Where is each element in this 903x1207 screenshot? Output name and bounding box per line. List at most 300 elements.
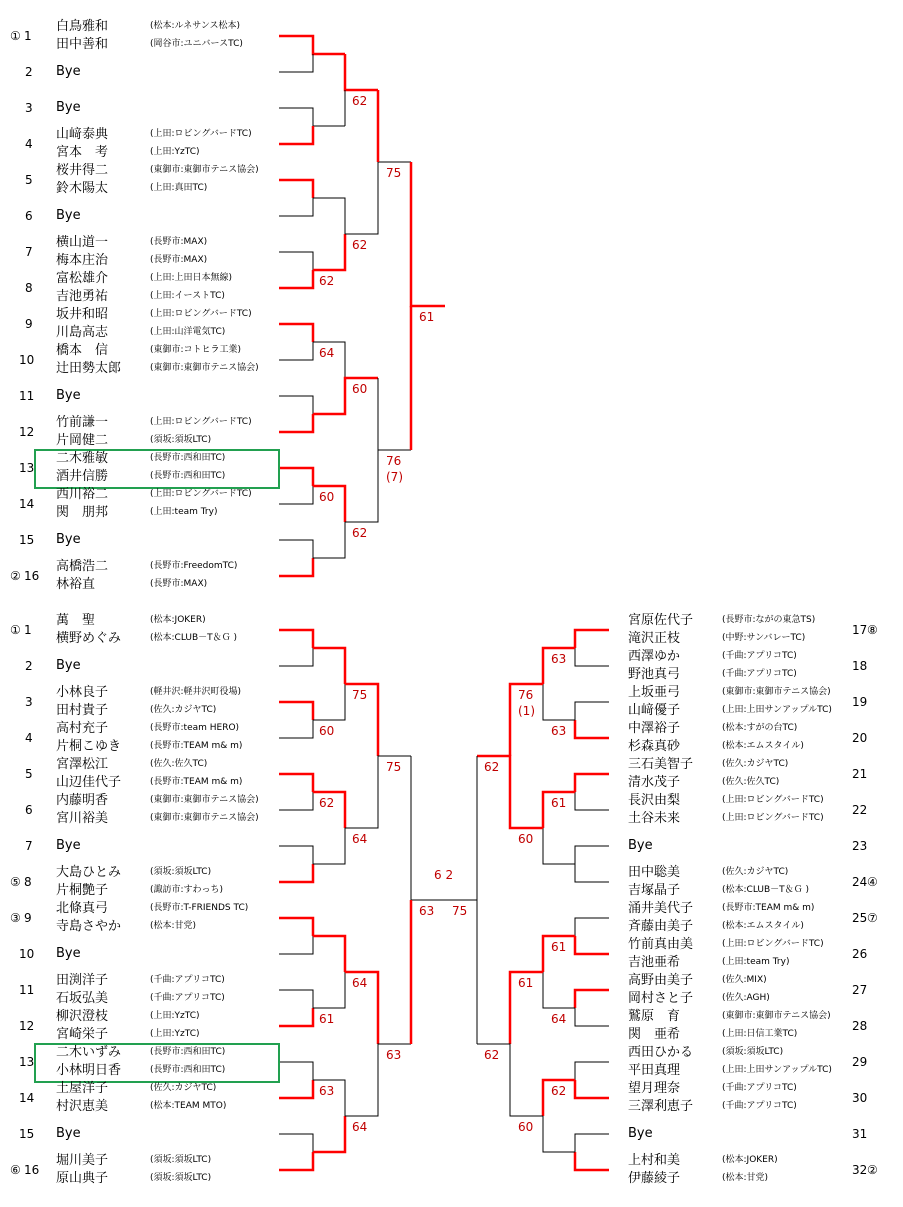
lower-right-draw-number: 25 <box>852 911 868 925</box>
lower-right-player-name: 高野由美子 <box>628 973 694 988</box>
upper-score: 62 <box>352 94 368 108</box>
lower-right-bracket-line-11 <box>575 864 609 882</box>
upper-player-affiliation: (上田:ロビングバードTC) <box>150 129 252 139</box>
lower-right-player-name: 斉藤由美子 <box>628 919 694 934</box>
upper-draw-number: 8 <box>25 281 33 295</box>
lower-left-score: 75 <box>386 760 402 774</box>
upper-player-affiliation: (上田:イーストTC) <box>150 291 225 301</box>
lower-right-player-affiliation: (千曲:アプリコTC) <box>722 669 797 679</box>
upper-bracket-line-25 <box>313 522 345 558</box>
lower-right-score: 64 <box>551 1012 567 1026</box>
lower-left-bracket-line-2 <box>313 648 345 684</box>
upper-player-affiliation: (上田:ロビングバードTC) <box>150 417 252 427</box>
lower-left-player-name: 石坂弘美 <box>56 991 109 1006</box>
upper-bye-15: Bye <box>56 532 81 547</box>
lower-left-player-affiliation: (上田:YzTC) <box>150 1029 200 1039</box>
lower-left-player-name: 田村貴子 <box>56 703 109 718</box>
lower-right-player-name: 西田ひかる <box>628 1045 694 1060</box>
lower-right-player-affiliation: (松本:CLUB－T＆Ｇ ) <box>722 885 810 895</box>
upper-draw-number: 7 <box>25 245 33 259</box>
lower-left-player-affiliation: (軽井沢:軽井沢町役場) <box>150 687 242 697</box>
upper-draw-number: 11 <box>19 389 35 403</box>
lower-right-player-affiliation: (中野:サンバレーTC) <box>722 633 806 643</box>
upper-player-name: 酒井信勝 <box>56 469 109 484</box>
lower-left-bracket-line-26 <box>279 1152 313 1170</box>
lower-right-draw-number: 27 <box>852 983 868 997</box>
upper-player-affiliation: (上田:YzTC) <box>150 147 200 157</box>
lower-right-draw-number: 18 <box>852 659 868 673</box>
upper-player-affiliation: (上田:上田日本無線) <box>150 273 233 283</box>
lower-left-player-affiliation: (諏訪市:すわっち) <box>150 885 223 895</box>
lower-right-score: (1) <box>518 704 535 718</box>
lower-right-score: 76 <box>518 688 534 702</box>
upper-bracket-line-8 <box>313 198 345 234</box>
lower-right-player-affiliation: (東御市:東御市テニス協会) <box>722 687 831 697</box>
lower-right-draw-number: 28 <box>852 1019 868 1033</box>
lower-left-bracket-line-18 <box>279 990 313 1008</box>
lower-left-player-name: 大島ひとみ <box>56 865 122 880</box>
lower-left-player-name: 堀川美子 <box>56 1153 109 1168</box>
lower-left-seed-mark: ⑥ <box>10 1163 21 1177</box>
lower-right-bracket-line-8 <box>575 792 609 810</box>
lower-left-draw-number: 3 <box>25 695 33 709</box>
lower-left-bracket-line-27 <box>313 1116 345 1152</box>
lower-left-draw-number: 16 <box>24 1163 40 1177</box>
lower-right-player-name: 平田真理 <box>628 1063 681 1078</box>
lower-left-draw-number: 11 <box>19 983 35 997</box>
upper-bracket-line-21 <box>279 486 313 504</box>
upper-draw-number: 13 <box>19 461 35 475</box>
lower-left-player-affiliation: (松本:TEAM MTO) <box>150 1101 227 1111</box>
upper-player-name: 辻田勢太郎 <box>56 361 122 376</box>
upper-score: 75 <box>386 166 402 180</box>
upper-player-name: 二木雅敏 <box>56 451 109 466</box>
lower-right-bracket-line-0 <box>575 630 609 648</box>
upper-player-name: 川島高志 <box>56 325 109 340</box>
upper-bracket-line-27 <box>378 378 411 450</box>
lower-right-player-name: 三石美智子 <box>628 757 694 772</box>
lower-left-bracket-line-25 <box>279 1134 313 1152</box>
lower-left-score: 63 <box>319 1084 335 1098</box>
lower-left-bracket-line-16 <box>279 936 313 954</box>
lower-left-player-name: 片桐艶子 <box>56 883 109 898</box>
upper-bracket-line-0 <box>279 36 345 54</box>
lower-left-bracket-line-23 <box>279 1080 313 1098</box>
upper-bracket-line-11 <box>313 234 345 270</box>
lower-left-player-affiliation: (佐久:カジヤTC) <box>150 705 217 715</box>
final-score-main: 6 2 <box>434 868 454 882</box>
lower-left-player-name: 小林明日香 <box>56 1063 122 1078</box>
lower-right-bracket-line-27 <box>543 1116 575 1152</box>
upper-player-name: 高橋浩二 <box>56 559 109 574</box>
lower-right-bracket-line-23 <box>575 1080 609 1098</box>
upper-draw-number: 1 <box>24 29 32 43</box>
lower-right-player-affiliation: (松本:JOKER) <box>722 1155 778 1165</box>
lower-left-player-affiliation: (長野市:西和田TC) <box>150 1065 226 1075</box>
lower-right-draw-number: 31 <box>852 1127 868 1141</box>
upper-player-name: 坂井和昭 <box>56 307 109 322</box>
lower-right-bracket-line-25 <box>575 1134 609 1152</box>
lower-right-player-affiliation: (千曲:アプリコTC) <box>722 651 797 661</box>
lower-right-player-affiliation: (上田:上田サンアップルTC) <box>722 705 832 715</box>
lower-right-draw-number: 21 <box>852 767 868 781</box>
lower-right-bracket-line-16 <box>575 936 609 954</box>
lower-left-bracket-line-8 <box>279 792 313 810</box>
upper-player-affiliation: (東御市:コトヒラ工業) <box>150 345 242 355</box>
lower-right-player-name: 宮原佐代子 <box>628 613 694 628</box>
upper-bracket-line-17 <box>279 396 313 414</box>
lower-right-player-name: 滝沢正枝 <box>628 631 681 646</box>
upper-draw-number: 9 <box>25 317 33 331</box>
upper-bracket-line-9 <box>279 252 313 270</box>
lower-left-draw-number: 13 <box>19 1055 35 1069</box>
lower-left-draw-number: 15 <box>19 1127 35 1141</box>
lower-right-bracket-line-1 <box>575 648 609 666</box>
upper-bracket-line-14 <box>279 324 313 342</box>
lower-left-player-affiliation: (松本:甘党) <box>150 921 197 931</box>
lower-left-draw-number: 2 <box>25 659 33 673</box>
lower-right-player-name: 野池真弓 <box>628 667 681 682</box>
lower-left-score: 61 <box>319 1012 335 1026</box>
lower-right-player-affiliation: (上田:team Try) <box>722 957 790 967</box>
lower-right-player-affiliation: (上田:上田サンアップルTC) <box>722 1065 832 1075</box>
lower-right-score: 60 <box>518 832 534 846</box>
lower-right-bracket-line-18 <box>575 990 609 1008</box>
upper-bracket-line-7 <box>279 198 313 216</box>
lower-right-score: 62 <box>484 760 500 774</box>
lower-left-score: 64 <box>352 976 368 990</box>
upper-player-name: 橋本 信 <box>56 343 109 358</box>
lower-right-score: 61 <box>551 796 567 810</box>
lower-right-draw-number: 32 <box>852 1163 868 1177</box>
lower-right-score: 63 <box>551 652 567 666</box>
upper-player-name: 西川裕二 <box>56 487 109 502</box>
lower-right-player-affiliation: (上田:日信工業TC) <box>722 1029 798 1039</box>
upper-bracket-line-24 <box>279 558 313 576</box>
lower-right-score: 63 <box>551 724 567 738</box>
upper-score: 62 <box>319 274 335 288</box>
lower-left-player-name: 村沢恵美 <box>56 1099 109 1114</box>
lower-left-player-name: 原山典子 <box>56 1171 109 1186</box>
lower-right-seed-mark: ④ <box>867 875 878 889</box>
lower-right-bracket-line-22 <box>575 1062 609 1080</box>
lower-left-score: 64 <box>352 832 368 846</box>
lower-right-draw-number: 30 <box>852 1091 868 1105</box>
lower-right-player-name: 岡村さと子 <box>628 991 694 1006</box>
upper-score: 60 <box>319 490 335 504</box>
lower-left-bracket-line-11 <box>279 864 313 882</box>
lower-left-player-name: 宮崎栄子 <box>56 1027 109 1042</box>
lower-right-bracket-line-12 <box>543 828 575 864</box>
upper-score: 64 <box>319 346 335 360</box>
lower-right-player-name: 西澤ゆか <box>628 649 681 664</box>
lower-right-player-name: 上村和美 <box>628 1153 681 1168</box>
lower-left-draw-number: 9 <box>24 911 32 925</box>
upper-bracket-line-3 <box>279 126 313 144</box>
lower-right-draw-number: 26 <box>852 947 868 961</box>
lower-left-player-name: 山辺佳代子 <box>56 775 122 790</box>
lower-left-score: 63 <box>386 1048 402 1062</box>
lower-right-player-name: 望月理奈 <box>628 1081 681 1096</box>
upper-draw-number: 3 <box>25 101 33 115</box>
lower-right-player-affiliation: (長野市:TEAM m& m) <box>722 903 815 913</box>
lower-right-bracket-line-7 <box>575 774 609 792</box>
lower-left-player-affiliation: (長野市:TEAM m& m) <box>150 741 243 751</box>
lower-left-player-name: 横野めぐみ <box>56 631 122 646</box>
lower-right-bracket-line-3 <box>575 702 609 720</box>
lower-left-score: 62 <box>319 796 335 810</box>
lower-left-player-name: 宮澤松江 <box>56 757 109 772</box>
upper-score: (7) <box>386 470 403 484</box>
lower-right-draw-number: 20 <box>852 731 868 745</box>
lower-left-draw-number: 8 <box>24 875 32 889</box>
lower-left-player-affiliation: (佐久:カジヤTC) <box>150 1083 217 1093</box>
upper-draw-number: 14 <box>19 497 35 511</box>
lower-left-bracket-line-20 <box>313 972 345 1008</box>
lower-left-draw-number: 7 <box>25 839 33 853</box>
lower-right-player-name: 田中聡美 <box>628 865 681 880</box>
upper-score: 62 <box>352 526 368 540</box>
lower-right-player-name: 関 亜希 <box>628 1027 681 1042</box>
lower-right-player-affiliation: (東御市:東御市テニス協会) <box>722 1011 831 1021</box>
lower-left-player-name: 片桐こゆき <box>56 739 122 754</box>
upper-player-affiliation: (長野市:MAX) <box>150 255 208 265</box>
upper-bracket-line-18 <box>279 414 313 432</box>
upper-bracket-line-10 <box>279 270 313 288</box>
lower-right-player-name: 吉塚晶子 <box>628 883 681 898</box>
upper-player-affiliation: (長野市:FreedomTC) <box>150 561 238 571</box>
lower-right-score: 60 <box>518 1120 534 1134</box>
upper-draw-number: 5 <box>25 173 33 187</box>
lower-right-score: 61 <box>551 940 567 954</box>
upper-player-affiliation: (上田:team Try) <box>150 507 218 517</box>
lower-left-draw-number: 6 <box>25 803 33 817</box>
lower-left-player-affiliation: (長野市:西和田TC) <box>150 1047 226 1057</box>
lower-right-player-name: 上坂亜弓 <box>628 685 681 700</box>
lower-left-player-affiliation: (松本:JOKER) <box>150 615 206 625</box>
upper-bracket-line-23 <box>279 540 313 558</box>
lower-left-player-affiliation: (長野市:T-FRIENDS TC) <box>150 903 249 913</box>
lower-right-draw-number: 23 <box>852 839 868 853</box>
lower-right-seed-mark: ⑧ <box>867 623 878 637</box>
lower-right-player-affiliation: (佐久:カジヤTC) <box>722 759 789 769</box>
lower-right-player-name: 鷲原 育 <box>628 1009 681 1024</box>
lower-left-draw-number: 10 <box>19 947 35 961</box>
upper-player-name: 鈴木陽太 <box>56 181 109 196</box>
lower-left-player-affiliation: (千曲:アプリコTC) <box>150 975 225 985</box>
lower-right-draw-number: 19 <box>852 695 868 709</box>
upper-score: 76 <box>386 454 402 468</box>
lower-left-draw-number: 12 <box>19 1019 35 1033</box>
upper-bye-6: Bye <box>56 208 81 223</box>
lower-right-score: 62 <box>551 1084 567 1098</box>
lower-right-player-name: 吉池亜希 <box>628 955 681 970</box>
upper-bracket-line-19 <box>313 378 378 414</box>
lower-left-score: 63 <box>419 904 435 918</box>
lower-left-player-name: 土屋洋子 <box>56 1081 109 1096</box>
upper-bracket-line-2 <box>279 108 345 126</box>
lower-right-player-name: 中澤裕子 <box>628 721 681 736</box>
lower-right-player-affiliation: (佐久:MIX) <box>722 975 767 985</box>
upper-player-name: 横山道一 <box>56 235 109 250</box>
upper-player-affiliation: (岡谷市:ユニバースTC) <box>150 39 243 49</box>
upper-bracket-line-15 <box>279 342 313 360</box>
upper-player-affiliation: (長野市:MAX) <box>150 579 208 589</box>
upper-player-name: 関 朋邦 <box>56 505 109 520</box>
lower-left-bracket-line-19 <box>279 1008 313 1026</box>
lower-right-player-affiliation: (松本:エムスタイル) <box>722 741 804 751</box>
upper-draw-number: 15 <box>19 533 35 547</box>
lower-right-bracket-line-26 <box>575 1152 609 1170</box>
upper-player-name: 白鳥雅和 <box>56 19 109 34</box>
lower-left-player-affiliation: (上田:YzTC) <box>150 1011 200 1021</box>
upper-draw-number: 6 <box>25 209 33 223</box>
upper-player-name: 片岡健二 <box>56 433 109 448</box>
lower-left-bye-15: Bye <box>56 1126 81 1141</box>
lower-left-seed-mark: ① <box>10 623 21 637</box>
upper-bracket-line-20 <box>279 468 313 486</box>
lower-right-player-affiliation: (佐久:カジヤTC) <box>722 867 789 877</box>
lower-left-draw-number: 14 <box>19 1091 35 1105</box>
lower-right-player-affiliation: (佐久:AGH) <box>722 993 770 1003</box>
upper-bracket-line-4 <box>345 54 378 90</box>
lower-right-bracket-line-15 <box>575 918 609 936</box>
lower-left-player-affiliation: (長野市:team HERO) <box>150 723 240 733</box>
lower-left-draw-number: 4 <box>25 731 33 745</box>
upper-player-affiliation: (須坂:須坂LTC) <box>150 435 212 445</box>
lower-left-player-affiliation: (須坂:須坂LTC) <box>150 867 212 877</box>
upper-bracket-line-6 <box>279 180 313 198</box>
upper-player-name: 桜井得二 <box>56 163 109 178</box>
lower-right-score: 61 <box>518 976 534 990</box>
lower-right-draw-number: 24 <box>852 875 868 889</box>
upper-player-name: 富松雄介 <box>56 271 109 286</box>
lower-right-player-affiliation: (佐久:佐久TC) <box>722 777 780 787</box>
upper-score: 60 <box>352 382 368 396</box>
lower-left-bracket-line-17 <box>313 936 345 972</box>
upper-player-affiliation: (上田:ロビングバードTC) <box>150 309 252 319</box>
lower-left-player-name: 北條真弓 <box>56 901 109 916</box>
upper-seed-mark: ① <box>10 29 21 43</box>
lower-right-player-affiliation: (上田:ロビングバードTC) <box>722 813 824 823</box>
lower-left-score: 64 <box>352 1120 368 1134</box>
lower-left-seed-mark: ③ <box>10 911 21 925</box>
lower-left-player-affiliation: (東御市:東御市テニス協会) <box>150 813 259 823</box>
lower-left-score: 60 <box>319 724 335 738</box>
lower-right-bracket-line-10 <box>575 846 609 864</box>
upper-player-name: 梅本庄治 <box>56 253 109 268</box>
upper-player-name: 山﨑泰典 <box>56 127 109 142</box>
lower-left-player-affiliation: (長野市:TEAM m& m) <box>150 777 243 787</box>
lower-left-bracket-line-12 <box>313 828 345 864</box>
upper-player-name: 宮本 考 <box>56 145 109 160</box>
lower-left-player-affiliation: (須坂:須坂LTC) <box>150 1155 212 1165</box>
lower-right-draw-number: 22 <box>852 803 868 817</box>
lower-right-player-affiliation: (松本:エムスタイル) <box>722 921 804 931</box>
lower-left-player-name: 二木いずみ <box>56 1045 122 1060</box>
lower-left-bracket-line-3 <box>279 702 313 720</box>
lower-right-player-affiliation: (須坂:須坂LTC) <box>722 1047 784 1057</box>
lower-right-player-affiliation: (千曲:アプリコTC) <box>722 1083 797 1093</box>
lower-left-seed-mark: ⑤ <box>10 875 21 889</box>
upper-draw-number: 12 <box>19 425 35 439</box>
lower-right-player-affiliation: (上田:ロビングバードTC) <box>722 939 824 949</box>
upper-player-name: 田中善和 <box>56 37 109 52</box>
lower-right-player-affiliation: (上田:ロビングバードTC) <box>722 795 824 805</box>
lower-left-draw-number: 5 <box>25 767 33 781</box>
lower-right-player-name: 長沢由梨 <box>628 793 681 808</box>
lower-right-player-name: 山﨑優子 <box>628 703 681 718</box>
lower-left-score: 75 <box>352 688 368 702</box>
upper-score: 61 <box>419 310 435 324</box>
lower-right-draw-number: 17 <box>852 623 868 637</box>
final-score-right: 75 <box>452 904 468 918</box>
upper-player-name: 吉池勇祐 <box>56 289 109 304</box>
lower-right-player-name: 竹前真由美 <box>628 937 694 952</box>
lower-right-player-affiliation: (千曲:アプリコTC) <box>722 1101 797 1111</box>
lower-left-player-name: 柳沢澄枝 <box>56 1009 109 1024</box>
lower-right-bracket-line-5 <box>543 684 575 720</box>
upper-player-affiliation: (長野市:MAX) <box>150 237 208 247</box>
lower-left-bye-10: Bye <box>56 946 81 961</box>
upper-player-affiliation: (東御市:東御市テニス協会) <box>150 165 259 175</box>
lower-left-player-affiliation: (東御市:東御市テニス協会) <box>150 795 259 805</box>
upper-seed-mark: ② <box>10 569 21 583</box>
upper-draw-number: 4 <box>25 137 33 151</box>
lower-left-player-name: 萬 聖 <box>56 613 96 628</box>
lower-left-player-name: 田渕洋子 <box>56 973 109 988</box>
upper-bracket-line-1 <box>279 54 313 72</box>
upper-bye-3: Bye <box>56 100 81 115</box>
lower-left-draw-number: 1 <box>24 623 32 637</box>
lower-left-bracket-line-7 <box>279 774 313 792</box>
lower-right-seed-mark: ⑦ <box>867 911 878 925</box>
upper-player-name: 竹前謙一 <box>56 415 109 430</box>
upper-bracket-line-28 <box>411 162 445 306</box>
lower-left-player-name: 寺島さやか <box>56 919 122 934</box>
lower-left-bracket-line-10 <box>279 846 313 864</box>
lower-left-bye-7: Bye <box>56 838 81 853</box>
lower-left-bracket-line-22 <box>279 1062 313 1080</box>
lower-left-player-affiliation: (千曲:アプリコTC) <box>150 993 225 1003</box>
upper-player-affiliation: (東御市:東御市テニス協会) <box>150 363 259 373</box>
lower-left-bracket-line-15 <box>279 918 313 936</box>
lower-right-score: 62 <box>484 1048 500 1062</box>
lower-left-bracket-line-5 <box>313 684 345 720</box>
lower-right-player-affiliation: (松本:甘党) <box>722 1173 769 1183</box>
lower-right-bye-31: Bye <box>628 1126 653 1141</box>
lower-right-player-name: 三澤利恵子 <box>628 1099 694 1114</box>
lower-right-bye-23: Bye <box>628 838 653 853</box>
lower-left-bracket-line-1 <box>279 648 313 666</box>
upper-bye-2: Bye <box>56 64 81 79</box>
upper-draw-number: 10 <box>19 353 35 367</box>
lower-left-player-name: 小林良子 <box>56 685 109 700</box>
lower-left-bracket-line-4 <box>279 720 313 738</box>
lower-right-player-name: 杉森真砂 <box>628 739 681 754</box>
upper-bracket-line-26 <box>345 450 378 522</box>
lower-right-player-affiliation: (長野市:ながの東急TS) <box>722 615 816 625</box>
lower-left-bye-2: Bye <box>56 658 81 673</box>
lower-left-bracket-line-0 <box>279 630 313 648</box>
upper-draw-number: 2 <box>25 65 33 79</box>
lower-right-draw-number: 29 <box>852 1055 868 1069</box>
lower-right-bracket-line-19 <box>575 1008 609 1026</box>
upper-player-affiliation: (上田:ロビングバードTC) <box>150 489 252 499</box>
lower-right-bracket-line-4 <box>575 720 609 738</box>
lower-left-player-name: 宮川裕美 <box>56 811 109 826</box>
lower-right-seed-mark: ② <box>867 1163 878 1177</box>
